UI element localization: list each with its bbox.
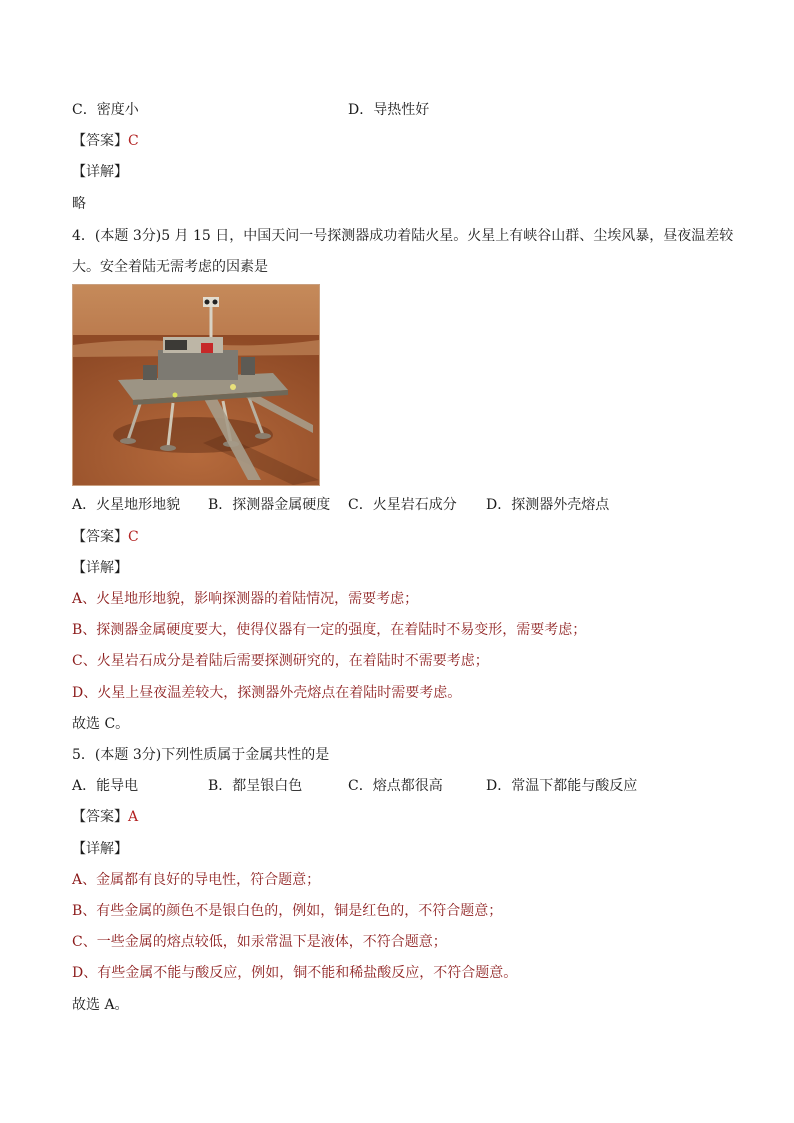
q4-answer <box>72 528 139 546</box>
q4-detail-label: 【详解】 <box>72 560 128 576</box>
q4-option-c: C．火星岩石成分 <box>348 497 457 513</box>
q3-option-d: D．导热性好 <box>348 102 430 118</box>
q5-explanation-b: B、有些金属的颜色不是银白色的，例如，铜是红色的，不符合题意； <box>72 903 503 919</box>
answer-value: A <box>128 809 139 825</box>
q4-option-d: D．探测器外壳熔点 <box>486 497 610 513</box>
q5-option-d: D．常温下都能与酸反应 <box>486 778 638 794</box>
q4-explanation-c: C、火星岩石成分是着陆后需要探测研究的，在着陆时不需要考虑； <box>72 653 489 669</box>
q4-stem-line1: 4．(本题 3分)5 月 15 日，中国天问一号探测器成功着陆火星。火星上有峡谷山群、尘埃风暴，昼夜温差较 <box>72 228 734 244</box>
q3-answer <box>72 132 139 150</box>
q5-option-b: B．都呈银白色 <box>208 778 303 794</box>
q3-detail-text: 略 <box>72 196 86 212</box>
q4-stem-line2: 大。安全着陆无需考虑的因素是 <box>72 259 268 275</box>
answer-label: 【答案】 <box>72 529 128 545</box>
answer-value: C <box>128 529 139 545</box>
q5-detail-label: 【详解】 <box>72 841 128 857</box>
q5-option-a: A．能导电 <box>72 778 139 794</box>
q5-conclusion: 故选 A。 <box>72 997 129 1013</box>
mars-lander-image <box>72 284 320 486</box>
q5-explanation-a: A、金属都有良好的导电性，符合题意； <box>72 872 321 888</box>
q5-explanation-d: D、有些金属不能与酸反应，例如，铜不能和稀盐酸反应，不符合题意。 <box>72 965 518 981</box>
answer-value: C <box>128 133 139 149</box>
q4-conclusion: 故选 C。 <box>72 716 130 732</box>
q4-option-a: A．火星地形地貌 <box>72 497 181 513</box>
q4-explanation-b: B、探测器金属硬度要大，使得仪器有一定的强度，在着陆时不易变形，需要考虑； <box>72 622 587 638</box>
q5-explanation-c: C、一些金属的熔点较低，如汞常温下是液体，不符合题意； <box>72 934 447 950</box>
q3-option-c: C．密度小 <box>72 102 139 118</box>
q5-stem: 5．(本题 3分)下列性质属于金属共性的是 <box>72 747 330 763</box>
q5-option-c: C．熔点都很高 <box>348 778 443 794</box>
answer-label: 【答案】 <box>72 809 128 825</box>
q4-explanation-a: A、火星地形地貌，影响探测器的着陆情况，需要考虑； <box>72 591 419 607</box>
q5-answer <box>72 808 138 826</box>
answer-label: 【答案】 <box>72 133 128 149</box>
q4-option-b: B．探测器金属硬度 <box>208 497 331 513</box>
q3-detail-label: 【详解】 <box>72 164 128 180</box>
q4-explanation-d: D、火星上昼夜温差较大，探测器外壳熔点在着陆时需要考虑。 <box>72 685 462 701</box>
